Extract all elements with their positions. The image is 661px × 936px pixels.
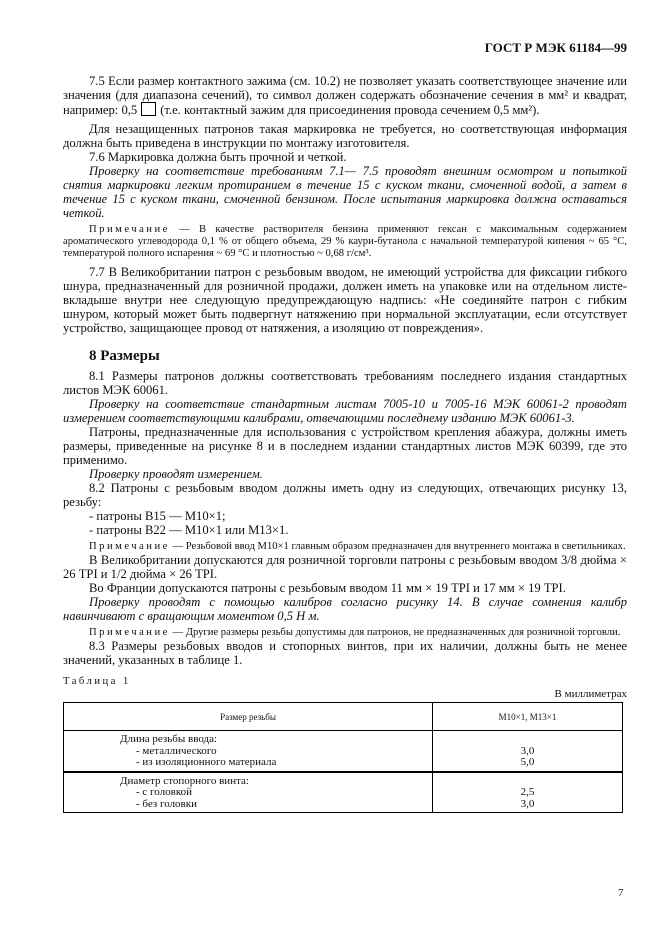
- note-1: [63, 224, 627, 260]
- clause-text: 7.5 Если размер контактного зажима (см. 10.2) не позволяет указать соответствующее значение или значения (для диапазона сечений), то символ должен содержать обозначение сечения в мм² и квадрат, например: 0,5: [63, 74, 627, 117]
- clause-8-2: 8.2 Патроны с резьбовым вводом должны иметь одну из следующих, отвечающих рисунку 13, резьбу:: [63, 481, 627, 509]
- list-item-b22: - патроны В22 — М10×1 или М13×1.: [89, 523, 289, 537]
- row-value: 3,0: [520, 797, 535, 810]
- paragraph-france: Во Франции допускаются патроны с резьбовым вводом 11 мм × 19 TPI и 17 мм × 19 TPI.: [89, 581, 566, 595]
- check-7-6: Проверку на соответствие требованиям 7.1— 7.5 проводят внешним осмотром и попыткой снятия маркировки легким протиранием в течение 15 с куском ткани, смоченной водой, а затем в течение 15 с куском ткани, смоченной бензином. После испытания маркировка должна оставаться четкой.: [63, 164, 627, 220]
- row-value: 2,5: [520, 786, 535, 798]
- row-item: - из изоляционного материала: [136, 756, 277, 768]
- column-header: Размер резьбы: [64, 703, 433, 731]
- paragraph-unprotected: Для незащищенных патронов такая маркировка не требуется, но соответствующая информация должна быть приведена в инструкции по монтажу изготовителя.: [63, 122, 627, 150]
- document-header: ГОСТ Р МЭК 61184—99: [484, 40, 627, 55]
- note-3: [63, 627, 627, 639]
- clause-7-7: 7.7 В Великобритании патрон с резьбовым вводом, не имеющий устройства для фиксации гибкого шнура, предназначенный для розничной продажи, должен иметь на упаковке или на отдельном листе-вкладыше внутри нее следующую предупреждающую надпись: «Не соединяйте патрон с гибким шнуром, который может быть подвергнут натяжению при нормальной эксплуатации, если отсутствует устройство, защищающее провод от натяжения, а изоляцию от повреждения».: [63, 265, 627, 335]
- clause-text: (т.е. контактный зажим для присоединения провода сечением 0,5 мм²).: [160, 103, 540, 117]
- clause-8-1: 8.1 Размеры патронов должны соответствовать требованиям последнего издания стандартных листов МЭК 60061.: [63, 369, 627, 397]
- paragraph-shade: Патроны, предназначенные для использования с устройством крепления абажура, должны иметь размеры, приведенные на рисунке 8 и в последнем издании стандартных листов МЭК 60399, где это применимо.: [63, 425, 627, 467]
- square-symbol: [141, 102, 156, 116]
- note-text: — Другие размеры резьбы допустимы для патронов, не предназначенных для розничной торговли.: [169, 627, 621, 638]
- clause-7-6: 7.6 Маркировка должна быть прочной и четкой.: [89, 150, 347, 164]
- page-number: 7: [618, 887, 624, 899]
- clause-8-3: 8.3 Размеры резьбовых вводов и стопорных винтов, при их наличии, должны быть не менее значений, указанных в таблице 1.: [63, 639, 627, 667]
- note-label: Примечание: [89, 627, 170, 638]
- table-cell: [433, 772, 623, 813]
- table-cell: [64, 772, 433, 813]
- section-heading: 8 Размеры: [89, 348, 160, 364]
- table-unit: В миллиметрах: [554, 688, 627, 700]
- table-caption: Таблица 1: [63, 676, 131, 687]
- list-item-b15: - патроны В15 — М10×1;: [89, 509, 226, 523]
- row-value: 5,0: [520, 756, 535, 768]
- table-cell: [433, 731, 623, 772]
- check-8-1: Проверку на соответствие стандартным листам 7005-10 и 7005-16 МЭК 60061-2 проводят измерением соответствующими калибрами, отвечающими последнему изданию МЭК 60061-3.: [63, 397, 627, 425]
- document-body: [63, 74, 627, 813]
- thread-size-table: [63, 702, 623, 813]
- note-text: — Резьбовой ввод М10×1 главным образом предназначен для внутреннего монтажа в светильниках.: [169, 541, 626, 552]
- table-header-row: [64, 703, 623, 731]
- row-item: - с головкой: [136, 786, 192, 798]
- row-item: - без головки: [136, 797, 197, 810]
- note-text: — В качестве растворителя бензина применяют гексан с максимальным содержанием ароматического углеводорода 0,1 % от общего объема, 29 % каури-бутанола с начальной температурой кипения ~ 65 °С, температурой полного испарения ~ 69 °С и плотностью ~ 0,68 г/см³.: [63, 224, 627, 259]
- check-8-2: Проверку проводят с помощью калибров согласно рисунку 14. В случае сомнения калибр навинчивают с вращающим моментом 0,5 Н м.: [63, 595, 627, 623]
- note-label: Примечание: [89, 224, 170, 235]
- table-row: [64, 731, 623, 772]
- row-title: Диаметр стопорного винта:: [120, 774, 249, 787]
- check-measurement: Проверку проводят измерением.: [89, 467, 263, 481]
- table-row: [64, 772, 623, 813]
- clause-7-5: [63, 74, 627, 117]
- row-title: Длина резьбы ввода:: [120, 733, 218, 745]
- paragraph-uk: В Великобритании допускаются для розничной торговли патроны с резьбовым вводом 3/8 дюйма × 26 TPI и 1/2 дюйма × 26 TPI.: [63, 553, 627, 581]
- note-label: Примечание: [89, 541, 170, 552]
- note-2: [63, 541, 627, 553]
- table-cell: [64, 731, 433, 772]
- row-value: 3,0: [520, 744, 535, 757]
- column-header: М10×1, М13×1: [433, 703, 623, 731]
- row-item: - металлического: [136, 744, 217, 757]
